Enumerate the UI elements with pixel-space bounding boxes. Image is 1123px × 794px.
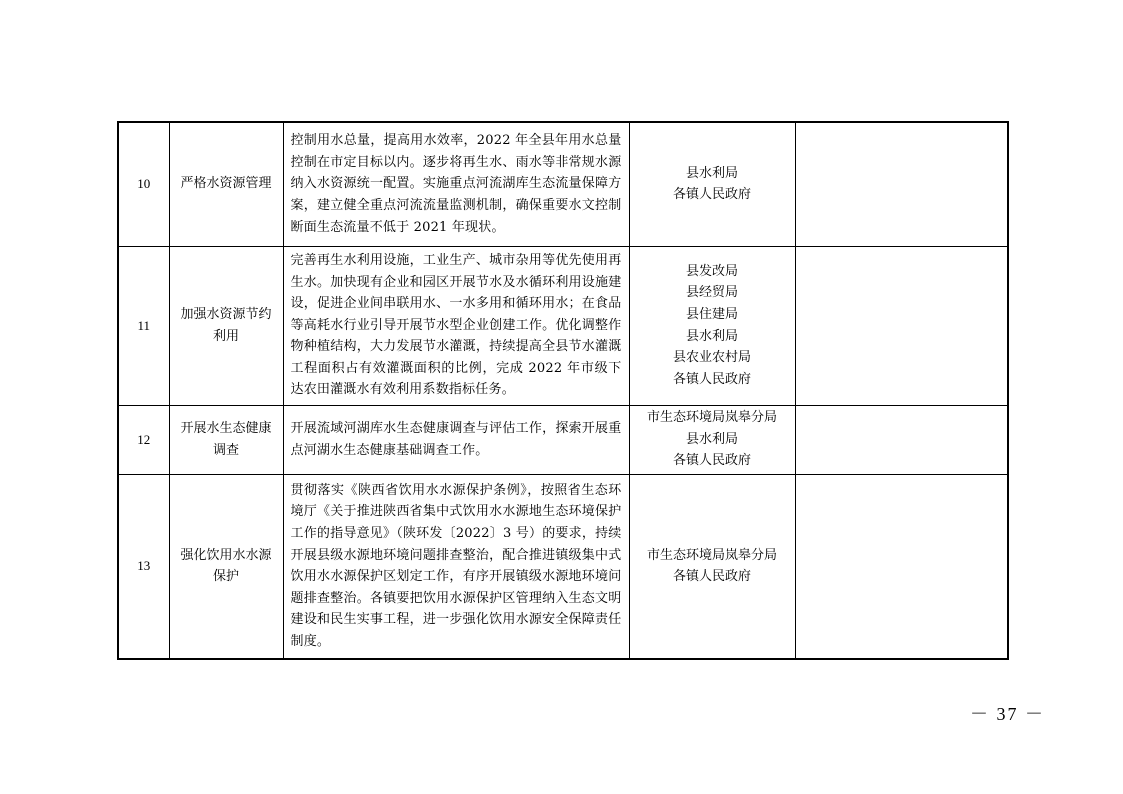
table-row (118, 405, 1008, 474)
page-number: － 37 － (970, 704, 1045, 724)
task-table-container (117, 121, 1007, 660)
responsible-unit: 县水利局 (685, 328, 738, 344)
responsible-unit: 各镇人民政府 (672, 371, 751, 387)
responsible-unit: 县水利局 (685, 431, 738, 447)
responsible-unit: 各镇人民政府 (672, 569, 751, 585)
responsible-unit: 县住建局 (685, 306, 738, 322)
responsible-unit: 市生态环境局岚皋分局 (646, 410, 777, 426)
note-cell (795, 474, 1008, 659)
table-row (118, 474, 1008, 659)
responsible-unit: 各镇人民政府 (672, 187, 751, 203)
responsible-unit: 县水利局 (685, 165, 738, 181)
row-number: 10 (118, 122, 169, 246)
responsible-unit: 市生态环境局岚皋分局 (646, 547, 777, 563)
responsible-units (629, 246, 795, 405)
task-content: 开展流域河湖库水生态健康调查与评估工作，探索开展重点河湖水生态健康基础调查工作。 (283, 405, 629, 474)
row-number: 11 (118, 246, 169, 405)
responsible-unit: 各镇人民政府 (672, 453, 751, 469)
responsible-unit: 县经贸局 (685, 285, 738, 301)
note-cell (795, 246, 1008, 405)
responsible-unit: 县农业农村局 (672, 350, 751, 366)
responsible-units (629, 474, 795, 659)
task-content: 贯彻落实《陕西省饮用水水源保护条例》，按照省生态环境厅《关于推进陕西省集中式饮用水水源地生态环境保护工作的指导意见》（陕环发〔2022〕3 号）的要求，持续开展县级水源地环境问题排查整治，配合推进镇级集中式饮用水水源保护区划定工作，有序开展镇级水源地环境问题排查整治。各镇要把饮用水源保护区管理纳入生态文明建设和民生实事工程，进一步强化饮用水源安全保障责任制度。 (283, 474, 629, 659)
note-cell (795, 405, 1008, 474)
task-name: 加强水资源节约利用 (169, 246, 283, 405)
table-row (118, 122, 1008, 246)
responsible-unit: 县发改局 (685, 263, 738, 279)
row-number: 12 (118, 405, 169, 474)
task-table (117, 121, 1009, 660)
task-name: 严格水资源管理 (169, 122, 283, 246)
table-row (118, 246, 1008, 405)
task-content: 控制用水总量，提高用水效率，2022 年全县年用水总量控制在市定目标以内。逐步将再生水、雨水等非常规水源纳入水资源统一配置。实施重点河流湖库生态流量保障方案，建立健全重点河流流量监测机制，确保重要水文控制断面生态流量不低于 2021 年现状。 (283, 122, 629, 246)
task-name: 开展水生态健康调查 (169, 405, 283, 474)
row-number: 13 (118, 474, 169, 659)
task-name: 强化饮用水水源保护 (169, 474, 283, 659)
responsible-units (629, 405, 795, 474)
note-cell (795, 122, 1008, 246)
task-content: 完善再生水利用设施，工业生产、城市杂用等优先使用再生水。加快现有企业和园区开展节水及水循环利用设施建设，促进企业间串联用水、一水多用和循环用水；在食品等高耗水行业引导开展节水型企业创建工作。优化调整作物种植结构，大力发展节水灌溉，持续提高全县节水灌溉工程面积占有效灌溉面积的比例，完成 2022 年市级下达农田灌溉水有效利用系数指标任务。 (283, 246, 629, 405)
responsible-units (629, 122, 795, 246)
